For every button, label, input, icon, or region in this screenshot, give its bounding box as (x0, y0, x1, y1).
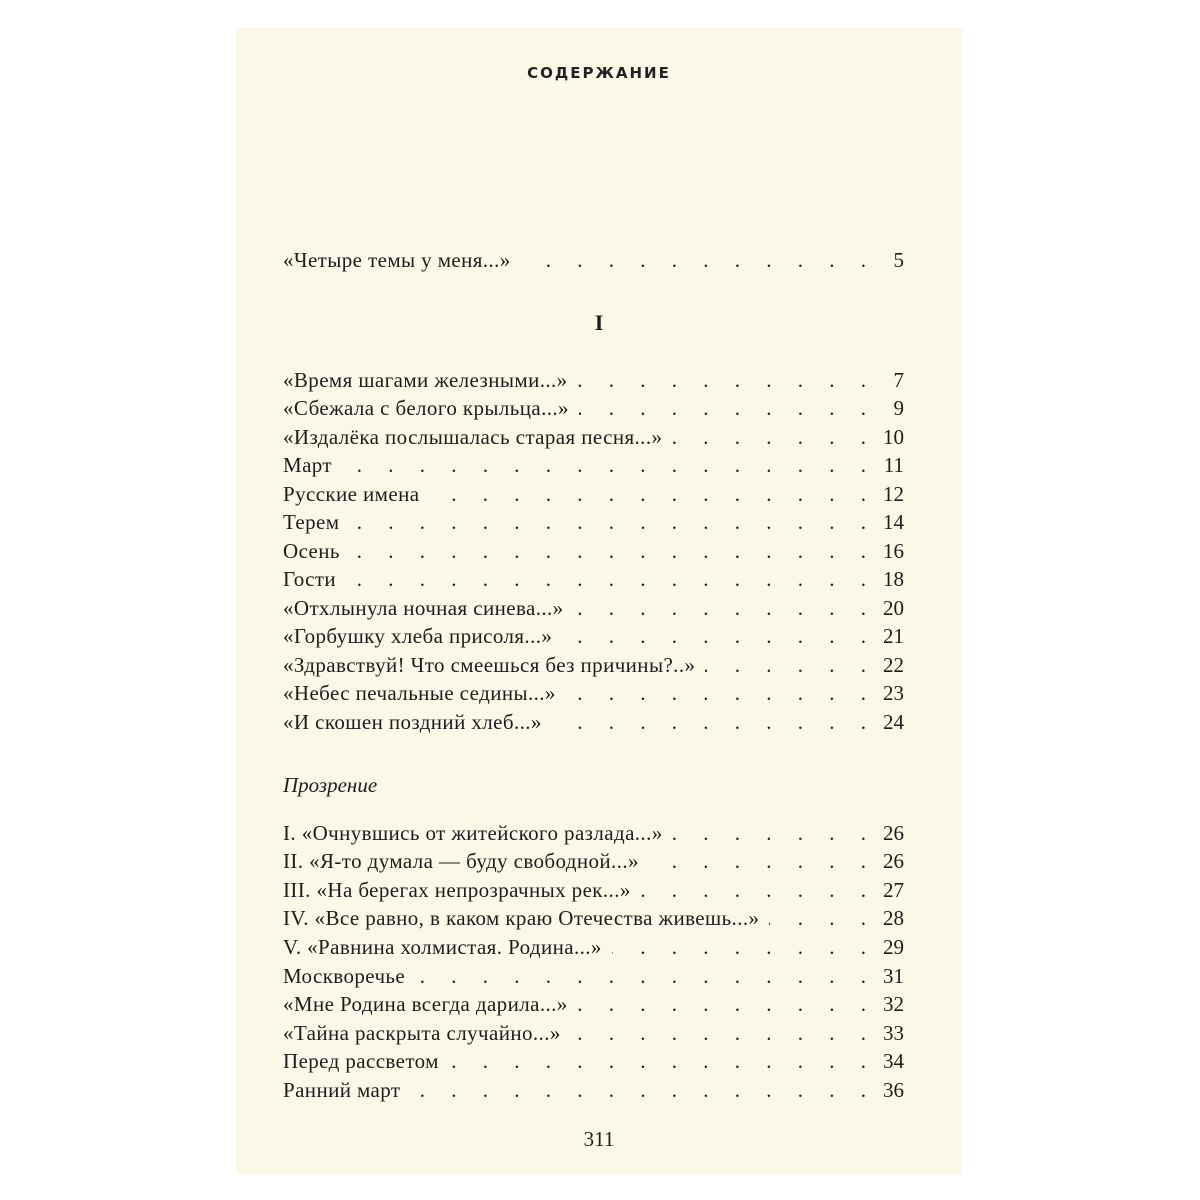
toc-entry-page: 5 (893, 248, 904, 272)
toc-entry-title: «Здравствуй! Что смеешься без причины?..» (283, 653, 696, 677)
leader-dots (578, 992, 866, 1016)
toc-entry (283, 478, 904, 506)
toc-entry-title: III. «На берегах непрозрачных рек...» (283, 878, 631, 902)
leader-dots (769, 906, 866, 930)
toc-entry-page: 16 (883, 539, 904, 563)
page-number: 311 (583, 1127, 615, 1151)
toc-entry (283, 392, 904, 420)
toc-entry-page: 18 (883, 567, 904, 591)
toc-entry (283, 535, 904, 563)
toc-entry (283, 902, 904, 930)
toc-entry-page: 31 (883, 964, 904, 988)
leader-dots (571, 1021, 866, 1045)
toc-entry (283, 244, 904, 272)
toc-entry-page: 12 (883, 482, 904, 506)
toc-entry-page: 33 (883, 1021, 904, 1045)
toc-entry-title: Русские имена (283, 482, 420, 506)
toc-entry-page: 26 (883, 849, 904, 873)
toc-entry-page: 24 (883, 710, 904, 734)
leader-dots (672, 425, 866, 449)
toc-entry-page: 21 (883, 624, 904, 648)
toc-entry (283, 931, 904, 959)
leader-dots (552, 710, 866, 734)
toc-entry-title: V. «Равнина холмистая. Родина...» (283, 935, 602, 959)
leader-dots (578, 368, 866, 392)
toc-entry (283, 1017, 904, 1045)
toc-entry-title: «И скошен поздний хлеб...» (283, 710, 542, 734)
toc-entry-title: Терем (283, 510, 340, 534)
leader-dots (562, 624, 866, 648)
toc-entry-page: 22 (883, 653, 904, 677)
toc-entry-page: 20 (883, 596, 904, 620)
toc-entry-title: Москворечье (283, 964, 406, 988)
leader-dots (349, 510, 866, 534)
toc-entry (283, 874, 904, 902)
toc-entry-title: Март (283, 453, 332, 477)
toc-entry-title: Гости (283, 567, 337, 591)
toc-entry-page: 32 (883, 992, 904, 1016)
section-numeral: I (594, 310, 604, 335)
toc-entry (283, 1045, 904, 1073)
toc-entry (283, 364, 904, 392)
toc-entry-page: 28 (883, 906, 904, 930)
toc-entry-page: 29 (883, 935, 904, 959)
toc-entry-page: 9 (893, 396, 904, 420)
toc-entry (283, 620, 904, 648)
leader-dots (641, 878, 866, 902)
toc-entry (283, 563, 904, 591)
toc-entry (283, 677, 904, 705)
leader-dots (449, 1049, 866, 1073)
toc-entry-page: 23 (883, 681, 904, 705)
leader-dots (350, 539, 866, 563)
contents-heading: СОДЕРЖАНИЕ (527, 64, 671, 82)
toc-entry-page: 11 (883, 453, 904, 477)
toc-entry (283, 817, 904, 845)
leader-dots (705, 653, 866, 677)
leader-dots (673, 821, 866, 845)
section-title: Прозрение (283, 773, 378, 797)
leader-dots (612, 935, 866, 959)
leader-dots (410, 1078, 866, 1102)
toc-entry (283, 845, 904, 873)
toc-entry-title: Осень (283, 539, 340, 563)
toc-entry-page: 10 (883, 425, 904, 449)
toc-entry (283, 706, 904, 734)
toc-entry-title: «Отхлынула ночная синева...» (283, 596, 564, 620)
leader-dots (429, 482, 866, 506)
toc-entry-title: «Небес печальные седины...» (283, 681, 556, 705)
leader-dots (521, 248, 866, 272)
leader-dots (566, 681, 866, 705)
toc-entry-title: IV. «Все равно, в каком краю Отечества живешь...» (283, 906, 760, 930)
toc-entry-page: 27 (883, 878, 904, 902)
toc-entry-page: 34 (883, 1049, 904, 1073)
toc-entry (283, 649, 904, 677)
toc-entry-page: 36 (883, 1078, 904, 1102)
toc-entry-title: «Издалёка послышалась старая песня...» (283, 425, 663, 449)
toc-entry (283, 421, 904, 449)
toc-entry-title: «Мне Родина всегда дарила...» (283, 992, 568, 1016)
leader-dots (649, 849, 866, 873)
toc-entry (283, 960, 904, 988)
leader-dots (579, 396, 866, 420)
toc-entry (283, 1074, 904, 1102)
toc-entry-page: 14 (883, 510, 904, 534)
toc-entry-title: I. «Очнувшись от житейского разлада...» (283, 821, 663, 845)
toc-entry (283, 592, 904, 620)
toc-entry-title: «Сбежала с белого крыльца...» (283, 396, 569, 420)
toc-entry-page: 7 (893, 368, 904, 392)
leader-dots (574, 596, 866, 620)
toc-entry (283, 449, 904, 477)
toc-entry-title: «Тайна раскрыта случайно...» (283, 1021, 561, 1045)
toc-entry-title: II. «Я-то думала — буду свободной...» (283, 849, 639, 873)
toc-entry-page: 26 (883, 821, 904, 845)
toc-entry-title: «Горбушку хлеба присоля...» (283, 624, 553, 648)
leader-dots (342, 453, 866, 477)
toc-entry-title: Ранний март (283, 1078, 401, 1102)
leader-dots (415, 964, 866, 988)
leader-dots (346, 567, 866, 591)
book-page (236, 28, 962, 1174)
toc-entry-title: Перед рассветом (283, 1049, 439, 1073)
toc-entry (283, 988, 904, 1016)
toc-entry (283, 506, 904, 534)
toc-entry-title: «Четыре темы у меня...» (283, 248, 511, 272)
toc-entry-title: «Время шагами железными...» (283, 368, 568, 392)
